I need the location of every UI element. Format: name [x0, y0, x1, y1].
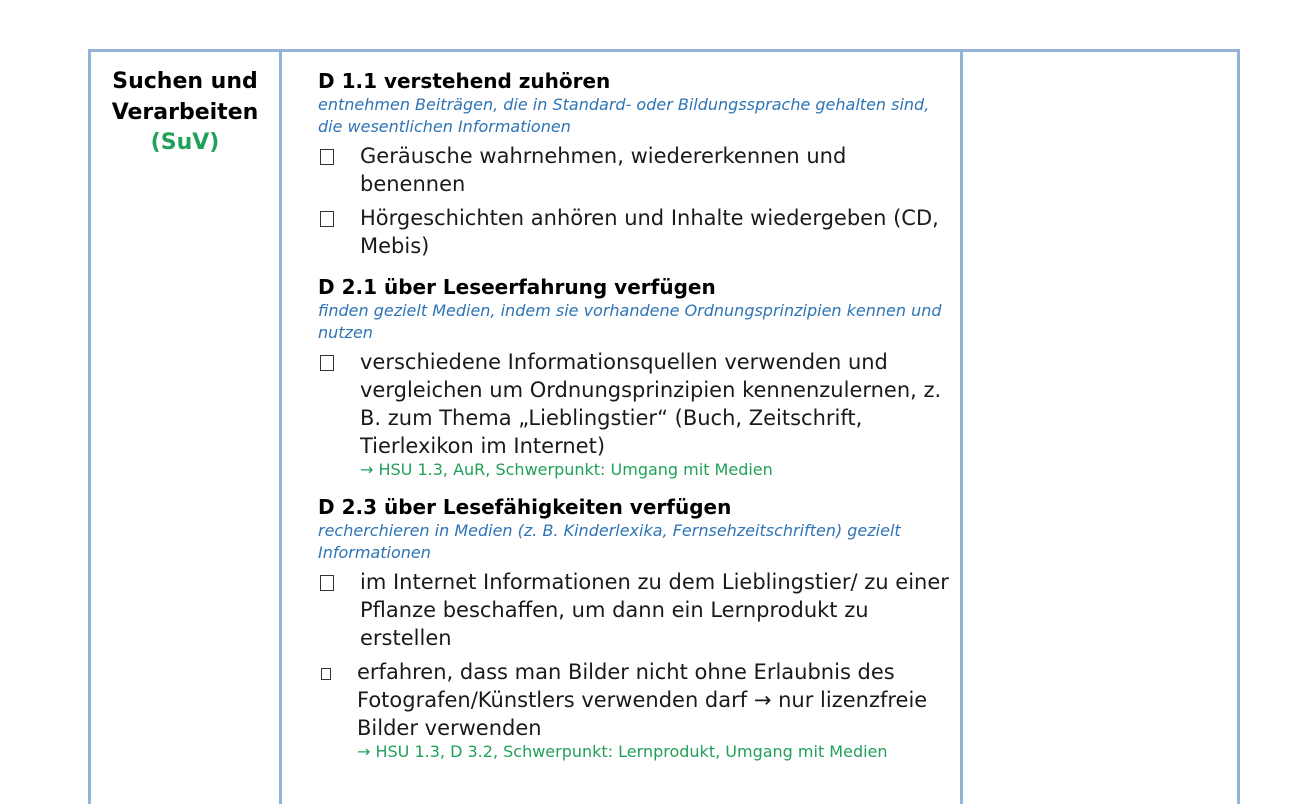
list-item — [318, 568, 954, 652]
column-divider-left — [279, 49, 282, 804]
checkbox-bullet-icon — [320, 355, 334, 371]
list-item — [318, 348, 954, 480]
list-item-text: Hörgeschichten anhören und Inhalte wiedergeben (CD, Mebis) — [360, 206, 939, 258]
competence-area-cell — [91, 66, 279, 158]
section-description: recherchieren in Medien (z. B. Kinderlexika, Fernsehzeitschriften) gezielt Informationen — [318, 521, 901, 562]
section-heading: D 1.1 verstehend zuhören — [318, 69, 611, 93]
section-d-2-1 — [318, 274, 954, 480]
checkbox-bullet-icon — [320, 211, 334, 227]
cross-reference: → HSU 1.3, AuR, Schwerpunkt: Umgang mit Medien — [360, 460, 773, 479]
list-item-text: erfahren, dass man Bilder nicht ohne Erlaubnis des Fotografen/Künstlers verwenden darf → nur lizenzfreie Bilder verwenden — [357, 660, 928, 740]
checkbox-bullet-icon — [320, 575, 334, 591]
area-title-line1: Suchen und — [112, 69, 258, 94]
area-abbreviation: (SuV) — [150, 130, 220, 155]
checkbox-bullet-icon — [321, 668, 331, 680]
list-item — [318, 658, 954, 762]
competence-content-cell — [318, 68, 954, 768]
section-heading: D 2.3 über Lesefähigkeiten verfügen — [318, 495, 732, 519]
notes-cell — [963, 52, 1237, 804]
list-item — [318, 204, 954, 260]
checkbox-bullet-icon — [320, 149, 334, 165]
list-item-text: im Internet Informationen zu dem Lieblingstier/ zu einer Pflanze beschaffen, um dann ein Lernprodukt zu erstellen — [360, 570, 949, 650]
list-item-text: verschiedene Informationsquellen verwenden und vergleichen um Ordnungsprinzipien kennenzulernen, z. B. zum Thema „Lieblingstier“ (Buch, Zeitschrift, Tierlexikon im Internet) — [360, 350, 942, 458]
section-description: finden gezielt Medien, indem sie vorhandene Ordnungsprinzipien kennen und nutzen — [318, 301, 942, 342]
cross-reference: → HSU 1.3, D 3.2, Schwerpunkt: Lernprodukt, Umgang mit Medien — [357, 742, 888, 761]
section-d-2-3 — [318, 494, 954, 762]
section-description: entnehmen Beiträgen, die in Standard- oder Bildungssprache gehalten sind, die wesentlichen Informationen — [318, 95, 930, 136]
list-item-text: Geräusche wahrnehmen, wiedererkennen und benennen — [360, 144, 847, 196]
section-heading: D 2.1 über Leseerfahrung verfügen — [318, 275, 716, 299]
area-title-line2: Verarbeiten — [111, 100, 259, 125]
list-item — [318, 142, 954, 198]
section-d-1-1 — [318, 68, 954, 260]
